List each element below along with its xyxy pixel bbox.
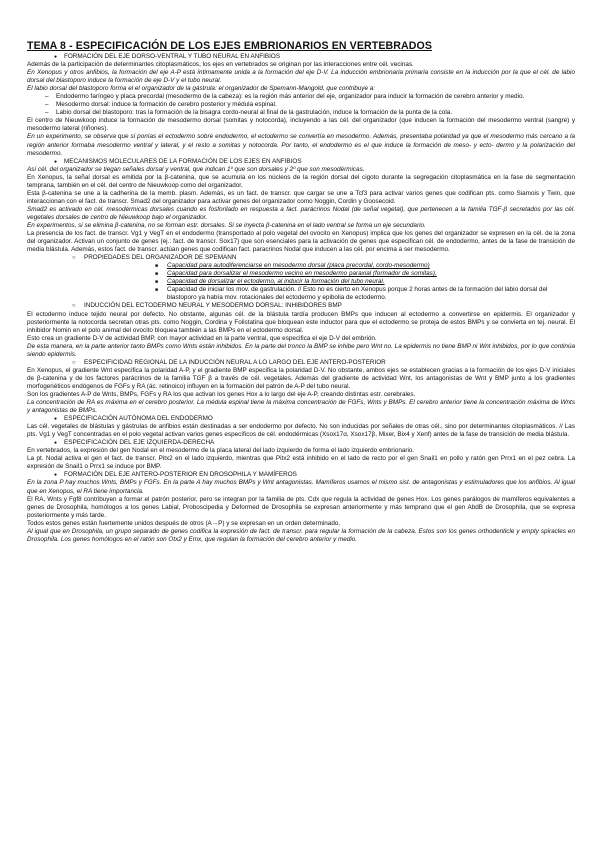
- square-item: ■ Capacidad de dorsalizar el ectodermo, al inducir la formación del tubo neural.: [27, 278, 575, 286]
- paragraph: Al igual que en Drosophila, un grupo separado de genes codifica la expresión de fact. de transcr. para regular la formación de la cabeza. Estos son los genes orthodenticle y empty spiracles en Drosophila. Los genes homólogos en el ratón son Otx2 y Emx, que regulan la formación del cerebro anterior y medio.: [27, 527, 575, 543]
- document-page: [27, 40, 575, 544]
- paragraph: Esto crea un gradiente D-V de actividad BMP, con mayor actividad en la parte ventral, que especifica el eje D-V del embrión.: [27, 334, 377, 342]
- section-heading: ● MECANISMOS MOLECULARES DE LA FORMACIÓN DE LOS EJES EN ANFIBIOS: [27, 158, 575, 166]
- paragraph: El ectodermo induce tejido neural por defecto. No obstante, algunas cél. de la blástula tardía producen BMPs que inducen al ectodermo a convertirse en epidermis. El organizador y posteriormente la notocorda secretan otras pts. como Noggin, Cordina y Folistatina que bloquean este inductor para que el ectodermo se proteja de estos BMPs y se convierta en tej. neural. El inhibidor Nomin en el polo animal del ovocito bloquea también a las BMPs en el ectodermo dorsal.: [27, 310, 575, 334]
- paragraph: En un experimento, se observa que si ponías el ectodermo sobre endodermo, el ectodermo se convertía en mesodermo. Además, presentaba polaridad ya que el mesodermo más cercano a la región anterior formaba mesodermo ventral y lateral, y el resto a somitas y notocorda. Por tanto, el endodermo es el que induce la formación de meso- y ecto- dermo y la polarización del mesodermo.: [27, 133, 575, 157]
- paragraph: Esta β-catenina se une a la cadherina de la memb. plasm. Además, es un fact. de transcr. que cargar se une a Tcf3 para activar varios genes que codifican pts. como Siamois y Twin, que interaccionan con el fact. de transcr. Smad2 del organizador para activar genes del organizador como Noggin, Cordin y Goosecoid.: [27, 189, 575, 205]
- paragraph: La pt. Nodal activa el gen el fact. de transcr. Pitx2 en el lado izquierdo, mientras que Pitx2 está inhibido en el lado de recto por el gen Snail1 en pollo y ratón gen Prrx1 en el pez cebra. La expresión de Snail1 o Prrx1 se induce por BMP.: [27, 455, 575, 471]
- square-item: ■ Capacidad para autodiferenciarse en mesodermo dorsal (placa precordal, cordo-mesodermo): [27, 262, 575, 270]
- square-item: ■ Capacidad para dorsalizar el mesodermo vecino en mesodermo paraxial (formador de somitas).: [27, 270, 575, 278]
- paragraph: El RA, Wnts y Fgf8 contribuyen a formar el patrón posterior, pero se integran por la familia de pts. Cdx que regula la actividad de genes Hox. Los genes parálogos de mamíferos equivalentes a genes de Drosophila, homólogos a los genes Labial, Proboscipedia y Deformed de Drosophila se expresan anteriormente y más temprano que el gen AbdB de Drosophila, que se expresa posteriormente y más tarde.: [27, 495, 575, 519]
- paragraph: En vertebrados, la expresión del gen Nodal en el mesodermo de la placa lateral del lado izquierdo de forma el lado izquierdo embrionario.: [27, 447, 415, 455]
- dash-item: – Mesodermo dorsal: induce la formación de cerebro posterior y médula espinal.: [27, 101, 575, 109]
- subsection-heading: ○ PROPIEDADES DEL ORGANIZADOR DE SPEMANN: [27, 254, 575, 262]
- subsection-heading: ○ ESPECIFICIDAD REGIONAL DE LA INDUCCIÓN NEURAL A LO LARGO DEL EJE ANTERO-POSTERIOR: [27, 359, 575, 367]
- paragraph: En Xenopus, la señal dorsal es emitida por la β-catenina, que se acumula en los núcleos de la región dorsal del cigoto durante la segregación citoplasmática en la fase de segmentación temprana, también en el cél. del centro de Nieuwkoop como del organizador.: [27, 173, 575, 189]
- square-item: ■ Capacidad de iniciar los mov. de gastrulación. // Esto no es cierto en Xenopus porque 2 horas antes de la formación del labio dorsal del blastoporo ya había mov. rotacionales del ectodermo y epibolia de ectodermo.: [27, 286, 575, 302]
- section-heading: ● ESPECIFICACIÓN DEL EJE IZQUIERDA-DERECHA: [27, 439, 575, 447]
- paragraph: Las cél. vegetales de blástulas y gástrulas de anfibios están destinadas a ser endodermo por defecto. No son inducidas por señales de otras cél., sino por determinantes citoplasmáticos. // Las pts. Vg1 y VegT concentradas en el polo vegetal activan varios genes específicos de cél. endodérmicas (Xsox17α, Xsox17β, Mixer, Bix4 y Xenf) antes de la fase de transición de media blástula.: [27, 423, 575, 439]
- subsection-heading: ○ INDUCCIÓN DEL ECTODERMO NEURAL Y MESODERMO DORSAL: INHIBIDORES BMP: [27, 302, 575, 310]
- paragraph: En Xenopus, el gradiente Wnt especifica la polaridad A-P, y el gradiente BMP especifica la polaridad D-V. No obstante, ambos ejes se establecen gracias a la formación de los ejes D-V iniciales de β-catenina y de los factores parácrinos de la familia TGF β a través de cél. vegetales. Además del gradiente de actividad Wnt, los antagonistas de Wnt y BMP junto a los gradientes morfogenéticos endógenos de FGFs y RA (ác. retinoico) influyen en la formación del patrón de A-P del tubo neural.: [27, 366, 575, 390]
- section-heading: ● ESPECIFICACIÓN AUTÓNOMA DEL ENDODERMO: [27, 415, 575, 423]
- paragraph: El labio dorsal del blastoporo forma el el organizador de la gástrula: el organizador de Spemann-Mangold, que contribuye a:: [27, 85, 376, 93]
- paragraph: La presencia de los fact. de transcr. Vg1 y VegT en el endodermo (transportado al polo vegetal del ovocito en Xenopus) implica que los genes del organizador se expresen en la cél. de la zona del organizador. Activan un conjunto de genes (ej.: fact. de transcr. Sox17) que son esenciales para la activación de genes que especifican cél. de endodermo, antes de la fase de transición de media blástula. Además, estos fact. de transcr. actúan genes que codifican fact. paracrinos Nodal que inducen a las cél. por encima a ser mesodermo.: [27, 230, 575, 254]
- section-heading: ● FORMACIÓN DEL EJE DORSO-VENTRAL Y TUBO NEURAL EN ANFIBIOS: [27, 53, 575, 61]
- page-title: TEMA 8 - ESPECIFICACIÓN DE LOS EJES EMBRIONARIOS EN VERTEBRADOS: [27, 40, 432, 52]
- paragraph: En experimentos, si se elimina β-catenina, no se forman estr. dorsales. Si se inyecta β-catenina en el lado ventral se forma un eje secundario.: [27, 221, 426, 229]
- paragraph: La concentración de RA es máxima en el cerebro posterior. La médula espinal tiene la máxima concentración de FGFs, Wnts y BMPs. El cerebro anterior tiene la concentración máxima de Wnts y antagonistas de BMPs.: [27, 399, 575, 415]
- section-heading: ● FORMACIÓN DEL EJE ANTERO-POSTERIOR EN DROSOPHILA Y MAMÍFEROS: [27, 471, 575, 479]
- dash-item: – Endodermo faríngeo y placa precordal (mesodermo de la cabeza): es la región más anterior del eje, organizador para inducir la formación de cerebro anterior y medio.: [27, 93, 575, 101]
- paragraph: En la zona P hay muchos Wnts, BMPs y FGFs. En la parte A hay muchos BMPs y Wnt antagonistas. Mamíferos usamos el mismo sist. de antagonistas y estimuladores que los anfibios. Al igual que en Xenopus, el RA tiene importancia.: [27, 479, 575, 495]
- paragraph: Así cél. del organizador se tiegan señales dorsal y ventral, que indican 1º que son dorsales y 2º que son mesodérmicas.: [27, 165, 365, 173]
- paragraph: Además de la participación de determinantes citoplasmáticos, los ejes en vertebrados se originan por las interacciones entre cél. vecinas.: [27, 61, 414, 69]
- paragraph: Todos estos genes están fuertemente unidos después de otros (A→P) y se expresan en un orden determinado.: [27, 519, 341, 527]
- paragraph: Son los gradientes A-P de Wnts, BMPs, FGFs y RA los que activan los genes Hox a lo largo del eje A-P, creando distintas estr. cerebrales.: [27, 390, 416, 398]
- paragraph: El centro de Nieuwkoop induce la formación de mesodermo dorsal (somitas y notocorda), incluyendo a las cél. del organizador (que inducen la formación del mesodermo ventral (sangre) y mesodermo lateral (riñones).: [27, 117, 575, 133]
- paragraph: En Xenopus y otros anfibios, la formación del eje A-P está íntimamente unida a la formación del eje D-V. La inducción embrionaria primaria consiste en la inducción por la que el cél. de labio dorsal del blastoporo induce la formación de eje D-V y el tubo neural.: [27, 69, 575, 85]
- dash-item: – Labio dorsal del blastoporo: tras la formación de la bisagra cordo-neural al final de la gastrulación, induce la formación de la punta de la cola.: [27, 109, 575, 117]
- paragraph: De esta manera, en la parte anterior tanto BMPs como Wnts están inhibidos. En la parte del tronco la BMP se inhibe pero Wnt no. La epidermis no tiene BMP ni Wnt inhibidos, por lo que continúa siendo epidermis.: [27, 342, 575, 358]
- paragraph: Smad2 es activado en cél. mesodérmicas dorsales cuando es fosforilado en respuesta a fact. parácrinos Nodal (de señal vegetal), que pertenecen a la familia TGF-β secretados por las cél. vegetales dorsales de centro de Nieuwkoop bajo el organizador.: [27, 205, 575, 221]
